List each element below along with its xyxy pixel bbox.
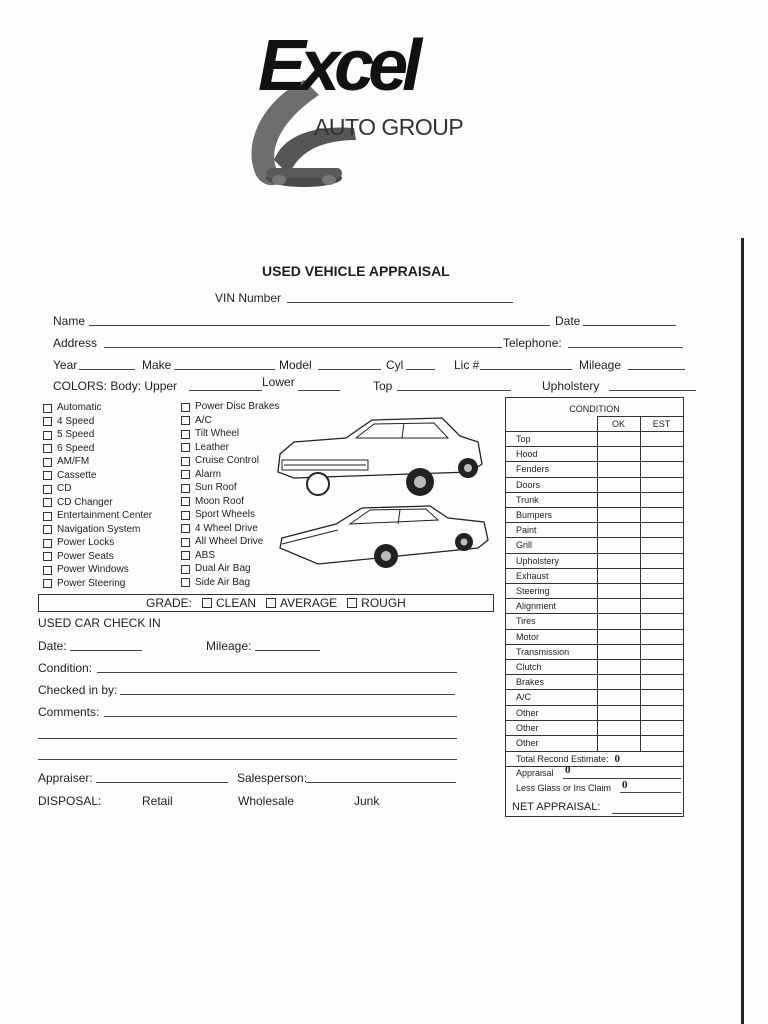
net-appraisal-label: NET APPRAISAL:: [512, 801, 601, 813]
grade-rough-checkbox[interactable]: [347, 598, 357, 608]
option-checkbox[interactable]: [181, 551, 190, 560]
condition-est-cell[interactable]: [640, 613, 683, 628]
year-field[interactable]: [79, 369, 135, 370]
option-checkbox[interactable]: [43, 539, 52, 548]
condition-body-bottom: [506, 751, 683, 752]
condition-ok-cell[interactable]: [597, 522, 640, 537]
option-options_right-5[interactable]: [181, 470, 221, 480]
condition-est-cell[interactable]: [640, 537, 683, 552]
comments-field[interactable]: [104, 716, 457, 717]
condition-ok-cell[interactable]: [597, 477, 640, 492]
vin-field[interactable]: [287, 302, 513, 303]
condition-item-label: Grill: [516, 540, 532, 551]
condition-est-cell[interactable]: [640, 689, 683, 704]
condition-item-label: Top: [516, 434, 531, 444]
option-checkbox[interactable]: [43, 579, 52, 588]
option-label: Leather: [195, 441, 229, 453]
option-label: CD Changer: [57, 496, 113, 508]
condition-ok-cell[interactable]: [597, 689, 640, 704]
option-checkbox[interactable]: [43, 471, 52, 480]
color-top-field[interactable]: [397, 390, 511, 391]
option-checkbox[interactable]: [181, 470, 190, 479]
condition-ok-cell[interactable]: [597, 553, 640, 568]
date-label: Date: [555, 314, 581, 328]
option-options_right-1[interactable]: [181, 416, 212, 426]
colors-upper-label: COLORS: Body: Upper: [53, 379, 178, 393]
net-appraisal-field[interactable]: [612, 813, 682, 814]
option-options_left-5[interactable]: [43, 471, 96, 481]
condition-col-est: EST: [652, 419, 671, 429]
condition-item-label: Other: [516, 707, 539, 718]
option-checkbox[interactable]: [181, 511, 190, 520]
less-glass-field[interactable]: [620, 792, 681, 793]
condition-item-label: Tires: [516, 616, 536, 627]
salesperson-field[interactable]: [306, 782, 456, 783]
option-label: Entertainment Center: [57, 510, 153, 521]
option-checkbox[interactable]: [43, 566, 52, 575]
condition-est-cell[interactable]: [640, 553, 683, 568]
option-label: Alarm: [195, 468, 222, 480]
checkin-title: USED CAR CHECK IN: [38, 616, 161, 630]
condition-est-cell[interactable]: [640, 583, 683, 598]
option-label: ABS: [195, 549, 216, 561]
grade-clean-label: CLEAN: [216, 596, 257, 610]
condition-item-label: Alignment: [516, 601, 557, 612]
color-lower-field[interactable]: [298, 390, 340, 391]
condition-est-cell[interactable]: [640, 568, 683, 583]
total-recond-value: 0: [614, 753, 621, 765]
condition-ok-cell[interactable]: [597, 568, 640, 583]
condition-item-label: Exhaust: [516, 570, 549, 581]
condition-ok-cell[interactable]: [597, 598, 640, 613]
option-label: 5 Speed: [57, 429, 95, 440]
option-checkbox[interactable]: [43, 485, 52, 494]
option-options_left-6[interactable]: [43, 484, 71, 494]
logo-subtitle: AUTO GROUP: [314, 114, 464, 140]
option-checkbox[interactable]: [181, 524, 190, 533]
option-label: A/C: [195, 414, 212, 426]
condition-ok-cell[interactable]: [597, 720, 640, 735]
checked-in-by-field[interactable]: [120, 694, 455, 695]
option-checkbox[interactable]: [43, 512, 52, 521]
condition-ok-cell[interactable]: [597, 537, 640, 552]
condition-ok-cell[interactable]: [597, 705, 640, 720]
checked-in-by-label: Checked in by:: [38, 683, 118, 697]
condition-table: [505, 397, 684, 817]
condition-item-label: Bumpers: [516, 510, 553, 520]
grade-average-label: AVERAGE: [280, 596, 338, 610]
make-label: Make: [142, 358, 172, 372]
option-label: Sun Roof: [195, 482, 237, 493]
lic-field[interactable]: [480, 369, 572, 370]
option-checkbox[interactable]: [181, 497, 190, 506]
mileage-field[interactable]: [628, 369, 685, 370]
year-label: Year: [53, 358, 78, 372]
telephone-field[interactable]: [568, 347, 683, 348]
option-checkbox[interactable]: [43, 431, 52, 440]
option-options_right-10[interactable]: [181, 537, 263, 547]
condition-est-cell[interactable]: [640, 659, 683, 674]
option-checkbox[interactable]: [43, 458, 52, 467]
option-options_right-8[interactable]: [181, 510, 255, 520]
grade-clean-checkbox[interactable]: [202, 598, 212, 608]
option-label: 4 Speed: [57, 415, 95, 427]
grade-average-checkbox[interactable]: [266, 598, 276, 608]
color-upper-field[interactable]: [189, 390, 262, 391]
option-checkbox[interactable]: [181, 430, 190, 439]
option-checkbox[interactable]: [181, 565, 190, 574]
condition-item-label: Hood: [516, 449, 538, 460]
option-options_right-4[interactable]: [181, 456, 259, 466]
option-checkbox[interactable]: [181, 416, 190, 425]
checkin-mileage-label: Mileage:: [206, 639, 252, 653]
condition-item-label: Upholstery: [516, 555, 560, 566]
option-options_left-7[interactable]: [43, 498, 113, 508]
model-field[interactable]: [318, 369, 381, 370]
option-checkbox[interactable]: [43, 525, 52, 534]
condition-est-cell[interactable]: [640, 735, 683, 750]
checkin-condition-field[interactable]: [97, 672, 457, 673]
option-label: Side Air Bag: [195, 576, 251, 588]
condition-ok-cell[interactable]: [597, 659, 640, 674]
option-checkbox[interactable]: [181, 578, 190, 587]
grade-box: [38, 594, 494, 612]
condition-item-label: Brakes: [516, 677, 545, 688]
less-glass-value: 0: [622, 779, 628, 791]
condition-ok-cell[interactable]: [597, 644, 640, 659]
option-options_right-7[interactable]: [181, 497, 244, 507]
option-options_right-2[interactable]: [181, 429, 239, 439]
option-options_right-6[interactable]: [181, 483, 237, 493]
total-recond-label: Total Recond Estimate:: [516, 754, 609, 764]
salesperson-label: Salesperson:: [237, 771, 308, 785]
checkin-mileage-field[interactable]: [255, 650, 320, 651]
option-label: Power Steering: [57, 577, 126, 589]
option-label: Power Locks: [57, 537, 115, 548]
color-upholstery-field[interactable]: [609, 390, 696, 391]
option-options_right-11[interactable]: [181, 551, 215, 561]
option-label: 6 Speed: [57, 442, 95, 454]
condition-ok-cell[interactable]: [597, 431, 640, 446]
option-label: Cruise Control: [195, 455, 259, 466]
colors-top-label: Top: [373, 379, 393, 393]
checkin-date-field[interactable]: [70, 650, 142, 651]
condition-title: CONDITION: [569, 404, 620, 414]
condition-est-cell[interactable]: [640, 705, 683, 720]
model-label: Model: [279, 358, 312, 372]
condition-item-label: Trunk: [516, 494, 539, 505]
grade-row: [146, 597, 406, 609]
option-label: Power Seats: [57, 550, 114, 562]
option-label: AM/FM: [57, 456, 90, 467]
logo-wordmark: Excel: [258, 26, 417, 106]
option-options_left-1[interactable]: [43, 417, 94, 427]
condition-est-cell[interactable]: [640, 507, 683, 522]
condition-item-label: Transmission: [516, 646, 570, 657]
comments-label: Comments:: [38, 705, 100, 719]
grade-rough-label: ROUGH: [361, 596, 406, 610]
condition-col-ok: OK: [611, 419, 625, 429]
cyl-label: Cyl: [386, 358, 404, 372]
disposal-retail[interactable]: Retail: [142, 794, 173, 808]
checkin-date-label: Date:: [38, 639, 67, 653]
form-title: USED VEHICLE APPRAISAL: [262, 263, 450, 279]
condition-item-label: Motor: [516, 631, 540, 642]
option-options_left-0[interactable]: [43, 403, 101, 413]
option-options_right-13[interactable]: [181, 578, 250, 588]
condition-item-label: Paint: [516, 525, 537, 536]
appraisal-value: 0: [565, 764, 571, 776]
option-options_left-3[interactable]: [43, 444, 94, 454]
make-field[interactable]: [174, 369, 275, 370]
grade-label: GRADE:: [146, 596, 193, 610]
address-field[interactable]: [104, 347, 502, 348]
condition-ok-cell[interactable]: [597, 613, 640, 628]
option-options_left-13[interactable]: [43, 579, 125, 589]
option-label: 4 Wheel Drive: [195, 522, 258, 534]
option-checkbox[interactable]: [43, 404, 52, 413]
condition-est-cell[interactable]: [640, 431, 683, 446]
condition-est-cell[interactable]: [640, 629, 683, 644]
appraiser-field[interactable]: [96, 782, 228, 783]
condition-item-label: Fenders: [516, 464, 550, 475]
date-field[interactable]: [583, 325, 676, 326]
condition-est-cell[interactable]: [640, 477, 683, 492]
option-options_right-3[interactable]: [181, 443, 229, 453]
option-options_left-4[interactable]: [43, 457, 89, 467]
condition-ok-cell[interactable]: [597, 461, 640, 476]
total-row-rule: [506, 766, 683, 767]
option-options_left-9[interactable]: [43, 525, 140, 535]
colors-lower-label: Lower: [262, 375, 295, 389]
telephone-label: Telephone:: [503, 336, 562, 350]
option-label: Power Windows: [57, 564, 129, 575]
condition-ok-cell[interactable]: [597, 507, 640, 522]
condition-est-cell[interactable]: [640, 461, 683, 476]
disposal-junk[interactable]: Junk: [354, 794, 380, 808]
vin-label: VIN Number: [215, 291, 282, 305]
condition-ok-cell[interactable]: [597, 629, 640, 644]
appraiser-label: Appraiser:: [38, 771, 93, 785]
condition-item-label: A/C: [516, 692, 532, 703]
option-label: Power Disc Brakes: [195, 401, 280, 412]
option-options_left-2[interactable]: [43, 430, 94, 440]
option-options_right-12[interactable]: [181, 564, 251, 574]
condition-ok-cell[interactable]: [597, 492, 640, 507]
option-label: All Wheel Drive: [195, 536, 264, 547]
appraisal-label: Appraisal: [516, 768, 554, 778]
disposal-label: DISPOSAL:: [38, 794, 102, 808]
name-label: Name: [53, 314, 86, 328]
option-label: Automatic: [57, 402, 102, 413]
disposal-wholesale[interactable]: Wholesale: [238, 794, 295, 808]
option-checkbox[interactable]: [181, 457, 190, 466]
condition-ok-cell[interactable]: [597, 735, 640, 750]
option-checkbox[interactable]: [43, 444, 52, 453]
option-options_left-11[interactable]: [43, 552, 114, 562]
condition-item-label: Other: [516, 722, 539, 733]
car-rear-illustration-icon: [278, 502, 490, 576]
condition-item-label: Doors: [516, 479, 541, 490]
option-checkbox[interactable]: [43, 417, 52, 426]
option-checkbox[interactable]: [181, 403, 190, 412]
option-checkbox[interactable]: [181, 484, 190, 493]
mileage-label: Mileage: [579, 358, 622, 372]
car-front-illustration-icon: [274, 412, 490, 504]
option-label: Navigation System: [57, 523, 141, 535]
condition-ok-cell[interactable]: [597, 674, 640, 689]
option-options_left-8[interactable]: [43, 511, 152, 521]
option-label: Cassette: [57, 469, 97, 481]
comments-line-2[interactable]: [38, 738, 457, 739]
condition-ok-cell[interactable]: [597, 446, 640, 461]
condition-item-label: Clutch: [516, 662, 542, 672]
option-label: Moon Roof: [195, 495, 244, 507]
condition-ok-cell[interactable]: [597, 583, 640, 598]
condition-est-cell[interactable]: [640, 674, 683, 689]
condition-est-cell[interactable]: [640, 598, 683, 613]
option-options_left-10[interactable]: [43, 538, 114, 548]
less-glass-label: Less Glass or Ins Claim: [516, 783, 612, 793]
option-checkbox[interactable]: [43, 552, 52, 561]
lic-label: Lic #: [454, 358, 480, 372]
option-label: Sport Wheels: [195, 509, 256, 520]
page-edge-divider: [741, 238, 744, 1024]
option-options_right-0[interactable]: [181, 402, 279, 412]
option-checkbox[interactable]: [43, 498, 52, 507]
address-label: Address: [53, 336, 98, 350]
name-field[interactable]: [89, 325, 550, 326]
option-options_right-9[interactable]: [181, 524, 258, 534]
option-label: Dual Air Bag: [195, 563, 251, 574]
comments-line-3[interactable]: [38, 759, 457, 760]
condition-est-cell[interactable]: [640, 644, 683, 659]
condition-item-label: Other: [516, 738, 539, 748]
option-options_left-12[interactable]: [43, 565, 129, 575]
condition-est-cell[interactable]: [640, 446, 683, 461]
condition-item-label: Steering: [516, 586, 550, 596]
checkin-condition-label: Condition:: [38, 661, 93, 675]
option-checkbox[interactable]: [181, 443, 190, 452]
condition-est-cell[interactable]: [640, 720, 683, 735]
cyl-field[interactable]: [406, 369, 435, 370]
option-label: CD: [57, 483, 72, 494]
condition-est-cell[interactable]: [640, 522, 683, 537]
colors-upholstery-label: Upholstery: [542, 379, 600, 393]
option-label: Tilt Wheel: [195, 428, 240, 439]
condition-est-cell[interactable]: [640, 492, 683, 507]
option-checkbox[interactable]: [181, 538, 190, 547]
